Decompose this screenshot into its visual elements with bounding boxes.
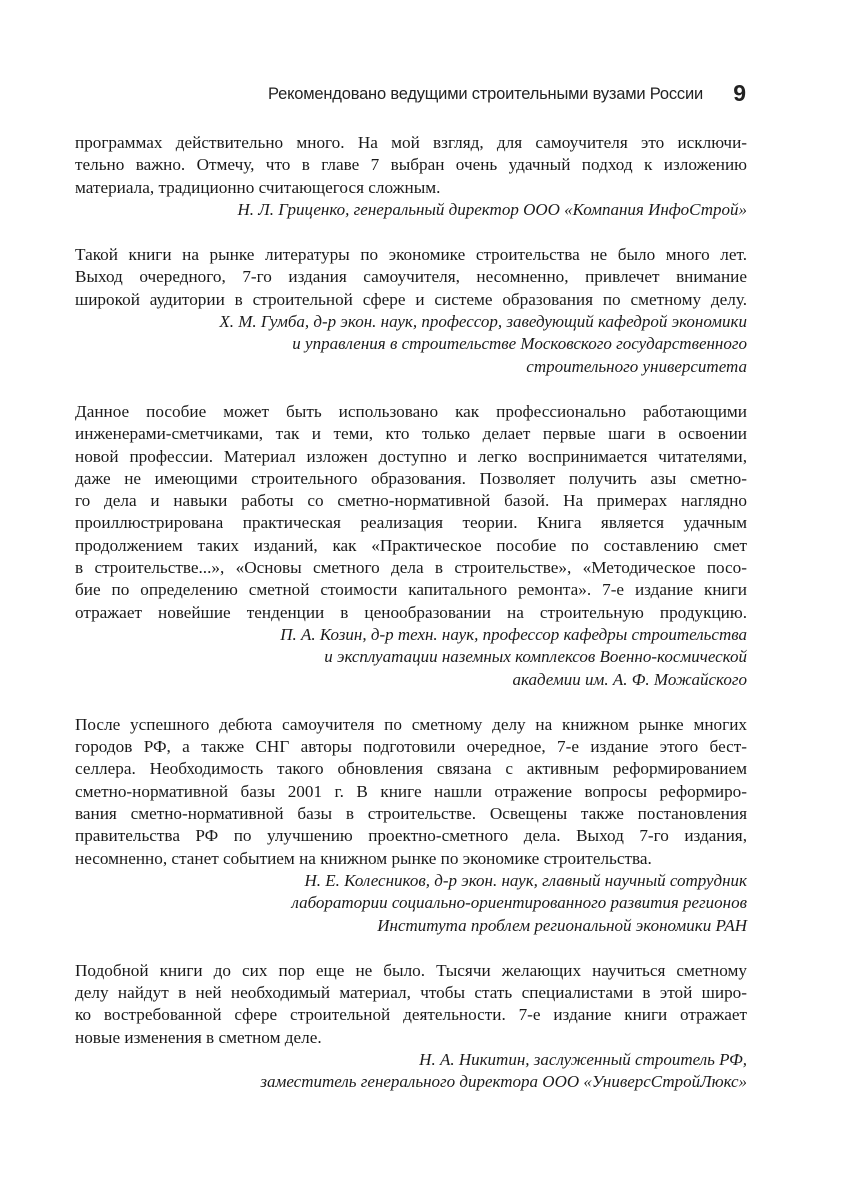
- review-paragraph: [75, 401, 747, 624]
- text-line: делу найдут в ней необходимый материал, чтобы стать специалистами в этой широ-: [75, 983, 747, 1003]
- review-block: [75, 714, 747, 937]
- text-line: несомненно, станет событием на книжном рынке по экономике строительства.: [75, 848, 652, 868]
- text-line: тельно важно. Отмечу, что в главе 7 выбран очень удачный подход к изложению: [75, 155, 747, 175]
- attribution-line: и эксплуатации наземных комплексов Военно-космической: [324, 647, 747, 667]
- text-line: Данное пособие может быть использовано как профессионально работающими: [75, 401, 747, 421]
- attribution-line: и управления в строительстве Московского государственного: [292, 334, 747, 354]
- text-line: селлера. Необходимость такого обновления связана с активным реформированием: [75, 759, 747, 779]
- review-attribution: [75, 1049, 747, 1094]
- attribution-line: строительного университета: [526, 356, 747, 376]
- attribution-line: заместитель генерального директора ООО «УниверсСтройЛюкс»: [260, 1072, 747, 1092]
- text-line: инженерами-сметчиками, так и теми, кто только делает первые шаги в освоении: [75, 424, 747, 444]
- text-line: правительства РФ по улучшению проектно-сметного дела. Выход 7-го издания,: [75, 826, 747, 846]
- attribution-line: Н. А. Никитин, заслуженный строитель РФ,: [419, 1049, 747, 1069]
- text-line: материала, традиционно считающегося сложным.: [75, 177, 441, 197]
- review-paragraph: [75, 244, 747, 311]
- text-line: сметно-нормативной базы 2001 г. В книге нашли отражение вопросы реформиро-: [75, 781, 747, 801]
- attribution-line: Н. Е. Колесников, д-р экон. наук, главный научный сотрудник: [304, 870, 747, 890]
- attribution-line: академии им. А. Ф. Можайского: [512, 669, 747, 689]
- review-block: [75, 401, 747, 691]
- attribution-line: П. А. Козин, д-р техн. наук, профессор кафедры строительства: [280, 624, 747, 644]
- page-number: 9: [733, 80, 746, 106]
- attribution-line: Х. М. Гумба, д-р экон. наук, профессор, заведующий кафедрой экономики: [219, 312, 747, 332]
- attribution-line: лаборатории социально-ориентированного развития регионов: [291, 893, 747, 913]
- text-line: городов РФ, а также СНГ авторы подготовили очередное, 7-е издание этого бест-: [75, 737, 747, 757]
- text-line: новой профессии. Материал изложен доступно и легко воспринимается читателями,: [75, 446, 747, 466]
- review-paragraph: [75, 714, 747, 870]
- text-line: го дела и навыки работы со сметно-нормативной базой. На примерах наглядно: [75, 491, 747, 511]
- text-line: даже не имеющими строительного образования. Позволяет получить азы сметно-: [75, 468, 747, 488]
- review-attribution: [75, 199, 747, 221]
- review-paragraph: [75, 960, 747, 1049]
- review-paragraph: [75, 132, 747, 199]
- review-block: [75, 244, 747, 378]
- reviews-body: [75, 132, 747, 1094]
- text-line: широкой аудитории в строительной сфере и системе образования по сметному делу.: [75, 289, 747, 309]
- text-line: ко востребованной сфере строительной деятельности. 7-е издание книги отражает: [75, 1005, 747, 1025]
- text-line: программах действительно много. На мой взгляд, для самоучителя это исключи-: [75, 133, 747, 152]
- text-line: Подобной книги до сих пор еще не было. Тысячи желающих научиться сметному: [75, 960, 747, 980]
- attribution-line: Н. Л. Гриценко, генеральный директор ООО «Компания ИнфоСтрой»: [237, 199, 747, 219]
- text-line: Такой книги на рынке литературы по экономике строительства не было много лет.: [75, 245, 747, 265]
- text-line: новые изменения в сметном деле.: [75, 1027, 322, 1047]
- text-line: продолжением таких изданий, как «Практическое пособие по составлению смет: [75, 535, 747, 555]
- review-attribution: [75, 311, 747, 378]
- text-line: Выход очередного, 7-го издания самоучителя, несомненно, привлечет внимание: [75, 267, 747, 287]
- review-attribution: [75, 624, 747, 691]
- review-block: [75, 960, 747, 1094]
- text-line: в строительстве...», «Основы сметного дела в строительстве», «Методическое посо-: [75, 558, 747, 578]
- text-line: бие по определению сметной стоимости капитального ремонта». 7-е издание книги: [75, 580, 747, 600]
- text-line: отражает новейшие тенденции в ценообразовании на строительную продукцию.: [75, 602, 747, 622]
- running-header: [75, 82, 747, 112]
- text-line: проиллюстрирована практическая реализация теории. Книга является удачным: [75, 513, 747, 533]
- attribution-line: Института проблем региональной экономики РАН: [377, 915, 747, 935]
- book-page: [75, 0, 747, 1200]
- review-block: [75, 132, 747, 221]
- text-line: вания сметно-нормативной базы в строительстве. Освещены также постановления: [75, 804, 747, 824]
- running-header-title: Рекомендовано ведущими строительными вузами России: [268, 85, 703, 103]
- text-line: После успешного дебюта самоучителя по сметному делу на книжном рынке многих: [75, 714, 747, 734]
- review-attribution: [75, 870, 747, 937]
